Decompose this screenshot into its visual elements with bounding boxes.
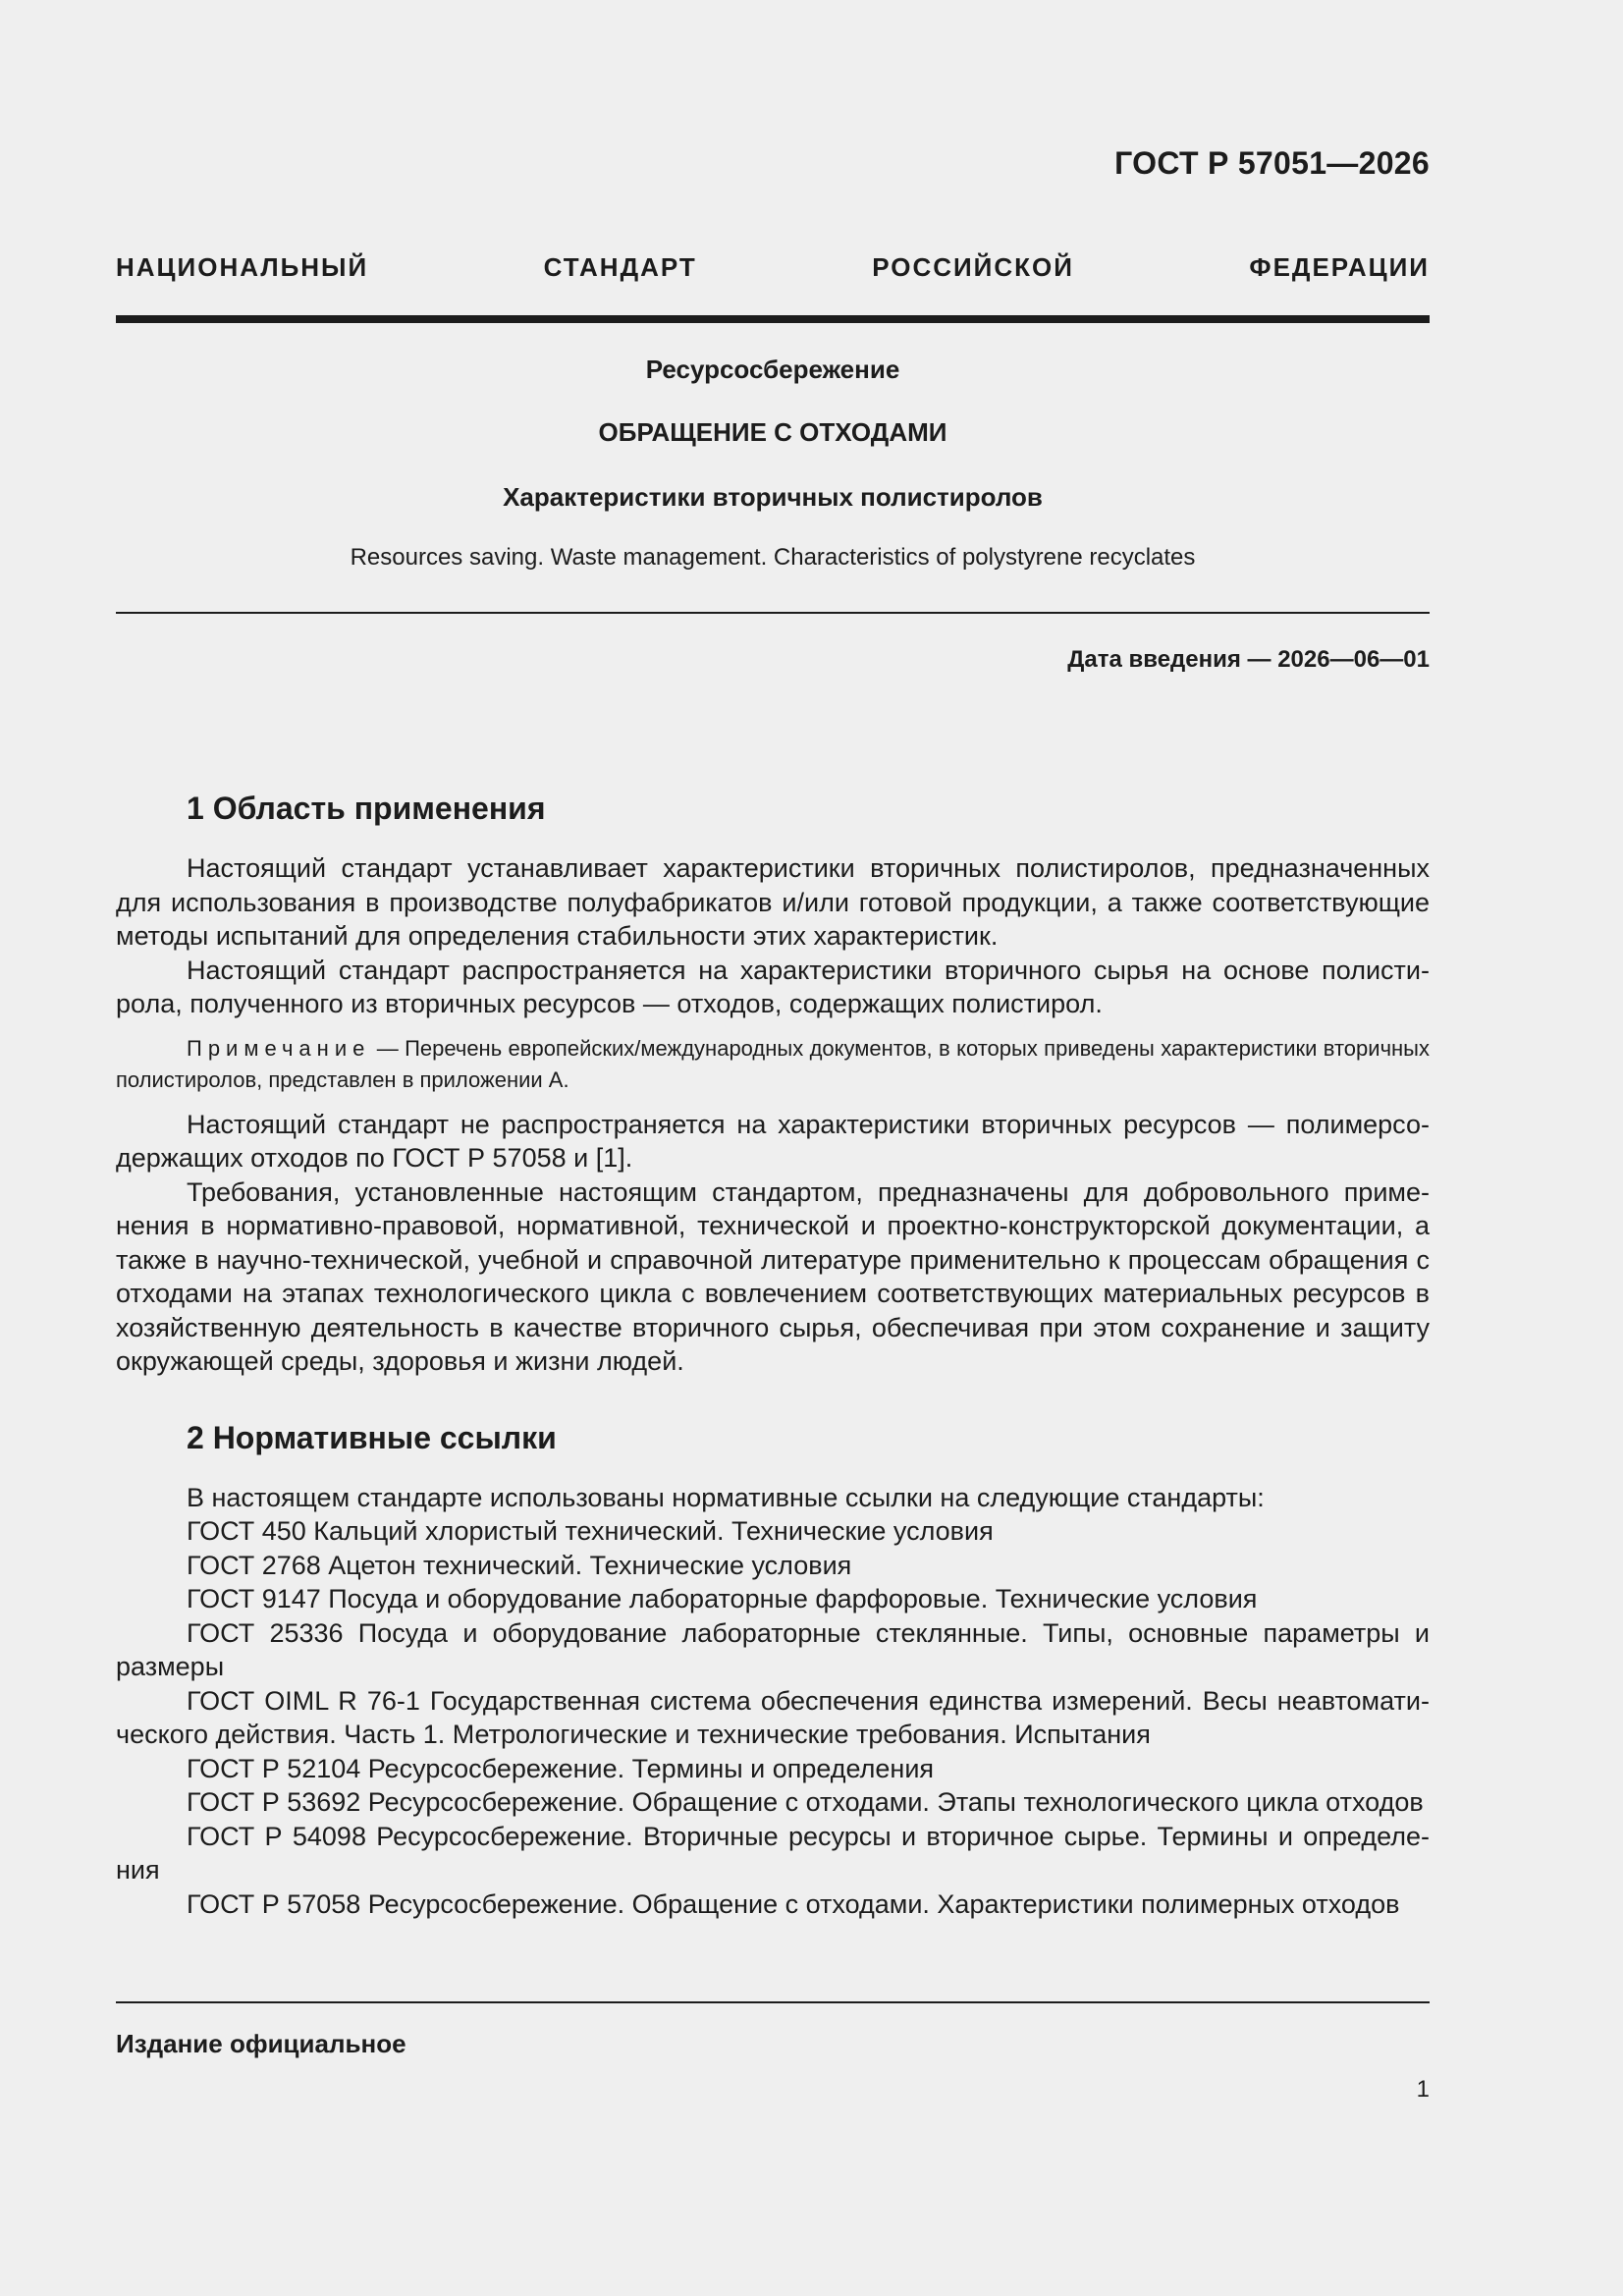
document-number: ГОСТ Р 57051—2026 [1114, 145, 1430, 181]
section-1-paragraph: Требования, установленные настоящим стандартом, предназначены для добровольного применения в нормативно-правовой, нормативной, технической и проектно-конструкторской документации, а также в научно-технической, учебной и справочной литературе применительно к процессам обращения с отходами на этапах технологического цикла с вовлечением соответствующих материальных ресурсов в хозяйственную деятельность в качестве вторичного сырья, обеспечивая при этом сохранение и защиту окружающей среды, здоровья и жизни людей. [116, 1176, 1430, 1376]
official-edition-label: Издание официальное [116, 2029, 406, 2058]
normative-reference: ГОСТ 9147 Посуда и оборудование лабораторные фарфоровые. Технические условия [187, 1584, 1258, 1613]
page-number: 1 [1416, 2076, 1430, 2103]
footer-rule [116, 2001, 1430, 2003]
section-1-paragraph: Настоящий стандарт распространяется на характеристики вторичного сырья на основе полистирола, полученного из вторичных ресурсов — отходов, содержащих полистирол. [116, 955, 1430, 1018]
standard-domain: Ресурсосбережение [645, 355, 900, 384]
national-standard-banner: НАЦИОНАЛЬНЫЙ СТАНДАРТ РОССИЙСКОЙ ФЕДЕРАЦИИ [116, 252, 1430, 282]
standard-title: ОБРАЩЕНИЕ С ОТХОДАМИ [598, 417, 947, 447]
note-text: — Перечень европейских/международных документов, в которых приведены характеристики вторичных полистиролов, представлен в приложении А. [116, 1035, 1430, 1092]
document-body [116, 789, 1430, 1921]
note-label: Примечание [187, 1035, 371, 1061]
normative-reference: ГОСТ Р 57058 Ресурсосбережение. Обращение с отходами. Характеристики полимерных отходов [187, 1888, 1400, 1919]
english-title: Resources saving. Waste management. Characteristics of polystyrene recyclates [350, 544, 1196, 571]
section-1-paragraph: Настоящий стандарт устанавливает характеристики вторичных полистиролов, предназначенных для использования в производстве полуфабрикатов и/или готовой продукции, а также соответствующие методы испытаний для определения стабильности этих характеристик. [116, 853, 1430, 951]
title-rule [116, 612, 1430, 614]
section-1-paragraph: Настоящий стандарт не распространяется на характеристики вторичных ресурсов — полимерсодержащих отходов по ГОСТ Р 57058 и [1]. [116, 1109, 1430, 1173]
normative-reference: ГОСТ Р 54098 Ресурсосбережение. Вторичные ресурсы и вторичное сырье. Термины и определения [116, 1821, 1430, 1885]
normative-reference: ГОСТ Р 52104 Ресурсосбережение. Термины и определения [187, 1753, 935, 1783]
section-1-heading: 1 Область применения [187, 791, 546, 826]
introduction-date: Дата введения — 2026—06—01 [1067, 646, 1430, 673]
normative-reference: ГОСТ OIML R 76-1 Государственная система обеспечения единства измерений. Весы неавтоматического действия. Часть 1. Метрологические и технические требования. Испытания [116, 1685, 1430, 1749]
standard-subtitle: Характеристики вторичных полистиролов [503, 482, 1043, 512]
section-2-heading: 2 Нормативные ссылки [187, 1419, 557, 1455]
normative-reference: ГОСТ 2768 Ацетон технический. Технические условия [187, 1550, 852, 1580]
section-1-note [116, 1033, 1430, 1096]
normative-reference: ГОСТ 25336 Посуда и оборудование лабораторные стеклянные. Типы, основные параметры и размеры [116, 1617, 1430, 1681]
header-rule [116, 315, 1430, 323]
normative-reference: ГОСТ Р 53692 Ресурсосбережение. Обращение с отходами. Этапы технологического цикла отходов [187, 1787, 1424, 1817]
section-2-intro: В настоящем стандарте использованы нормативные ссылки на следующие стандарты: [187, 1482, 1265, 1512]
normative-reference: ГОСТ 450 Кальций хлористый технический. Технические условия [187, 1516, 994, 1546]
